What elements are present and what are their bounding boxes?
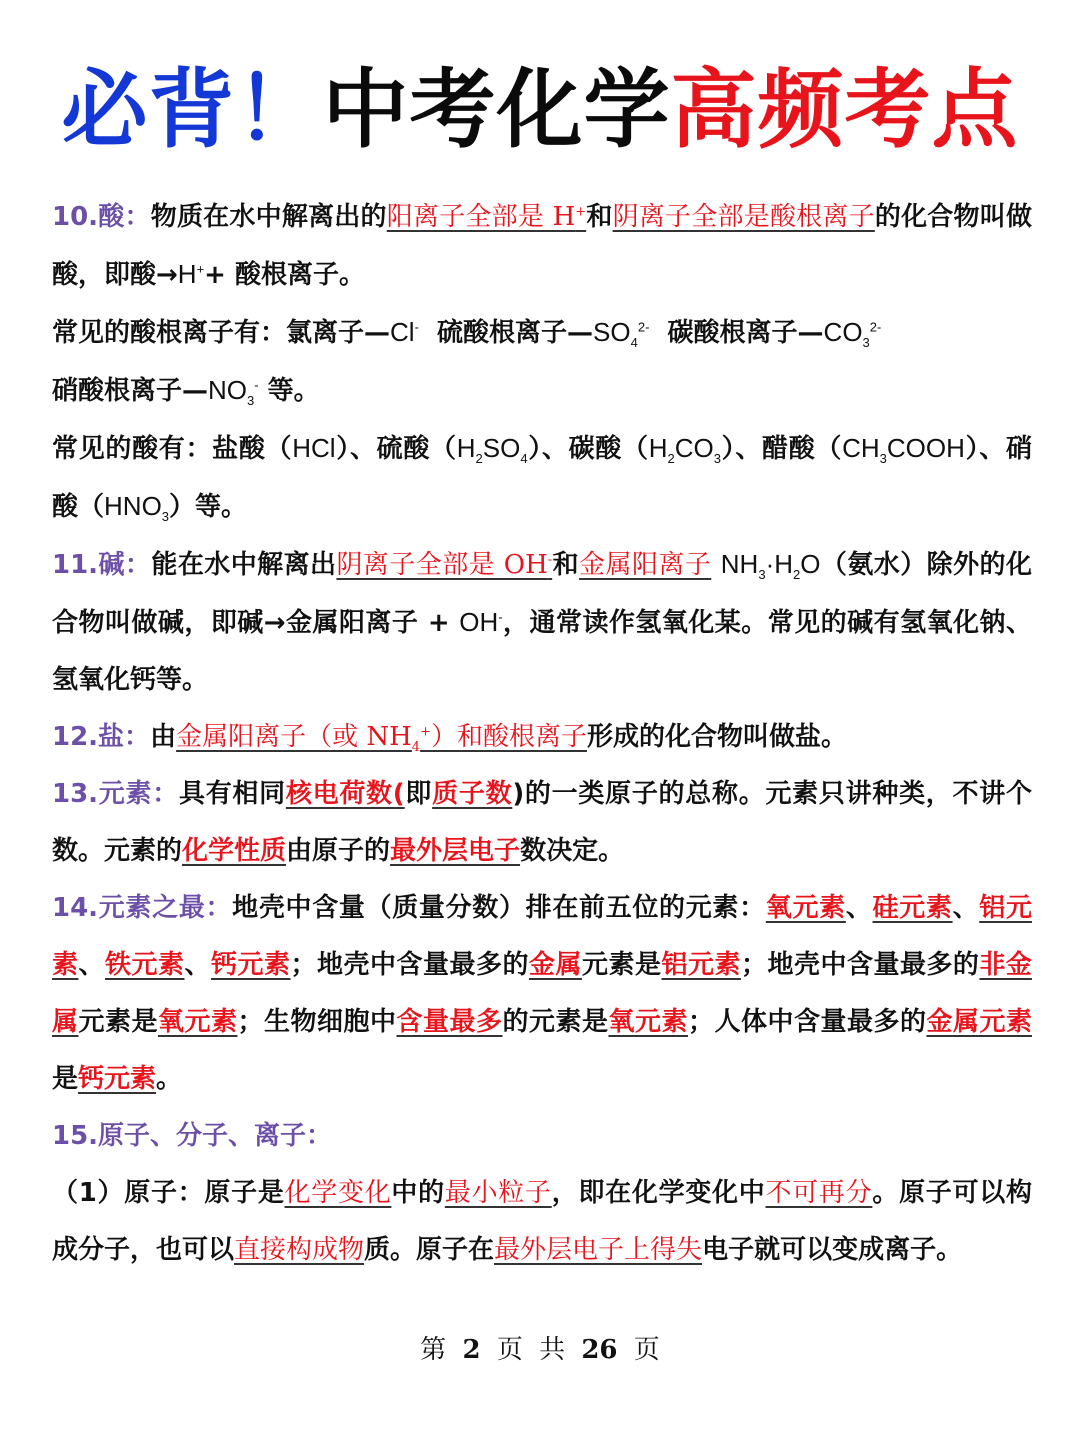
- highlight-text: 阳离子全部是 H: [386, 202, 576, 232]
- text: 硝酸根离子—: [52, 376, 209, 406]
- formula: [178, 259, 204, 289]
- subscript: 3: [247, 393, 255, 409]
- superscript: +: [420, 724, 431, 740]
- nitrate-line: [52, 362, 1032, 420]
- formula-text: Cl: [390, 317, 415, 347]
- section-13-element: [52, 766, 1032, 880]
- formula: [208, 375, 259, 409]
- text: 是: [52, 1064, 79, 1094]
- text: 的化合物叫做酸，即酸→: [52, 202, 1032, 290]
- text: ；人体中含量最多的: [687, 1007, 927, 1037]
- formula: [648, 433, 721, 467]
- superscript: -: [498, 609, 503, 625]
- highlight: 化学性质: [182, 836, 287, 866]
- formula: [104, 491, 170, 525]
- text: ）、醋酸（: [720, 434, 843, 464]
- highlight: 金属元素: [926, 1007, 1032, 1037]
- formula-text: SO: [482, 433, 521, 463]
- text: ；地壳中含量最多的: [290, 950, 529, 980]
- text: 、: [184, 950, 211, 980]
- highlight: 钙元素: [211, 950, 291, 980]
- text: 由原子的: [286, 836, 391, 866]
- formula-text: O: [800, 549, 821, 579]
- formula: [842, 433, 965, 467]
- highlight: 铁元素: [105, 950, 185, 980]
- highlight: 含量最多: [396, 1007, 503, 1037]
- text: ）、硫酸（: [335, 434, 457, 464]
- section-number: 12.盐：: [52, 722, 151, 752]
- highlight: [176, 722, 587, 756]
- formula-text: H: [456, 433, 476, 463]
- superscript: +: [196, 261, 205, 277]
- text: 的元素是: [502, 1007, 609, 1037]
- text: 。原子可以构成分子，也可以: [52, 1178, 1032, 1265]
- text: 质。原子在: [364, 1235, 495, 1265]
- superscript: -: [254, 377, 259, 393]
- formula-text: OH: [459, 607, 499, 637]
- text: 。: [156, 1064, 183, 1094]
- section-number: 13.元素：: [52, 779, 179, 809]
- subscript: 3: [862, 335, 870, 351]
- text: ；地壳中含量最多的: [740, 950, 980, 980]
- highlight: 最外层电子上得失: [494, 1235, 703, 1265]
- superscript: +: [575, 204, 587, 220]
- text: 地壳中含量（质量分数）排在前五位的元素：: [232, 893, 766, 923]
- text: ；生物细胞中: [237, 1007, 397, 1037]
- formula: [459, 607, 502, 637]
- highlight: 氧元素: [765, 893, 846, 923]
- text: ）等。: [169, 492, 248, 522]
- subscript: 2: [667, 451, 675, 467]
- formula-text: H: [648, 433, 668, 463]
- superscript: -: [414, 319, 419, 335]
- highlight: 非金属: [52, 950, 1032, 1037]
- highlight-text: 金属阳离子（或 NH: [176, 722, 412, 752]
- formula-text: CH: [842, 433, 880, 463]
- title-part-exam-chemistry: 中考化学: [322, 60, 671, 160]
- text: 元素是: [581, 950, 662, 980]
- highlight: 阴离子全部是酸根离子: [612, 202, 875, 232]
- highlight-text: 阴离子全部是 OH: [336, 550, 548, 580]
- formula-text: ·H: [765, 549, 794, 579]
- text: 硫酸根离子—: [437, 318, 594, 348]
- text: 具有相同: [178, 779, 286, 809]
- superscript: 2-: [869, 319, 882, 335]
- formula-text: CO: [823, 317, 863, 347]
- highlight: 直接构成物: [234, 1235, 365, 1265]
- section-12-salt: [52, 709, 1032, 766]
- text: 电子就可以变成离子。: [702, 1235, 963, 1265]
- section-number: 10.酸：: [52, 202, 151, 232]
- section-11-base: [52, 536, 1032, 709]
- title-part-high-frequency: 高频考点: [670, 60, 1019, 160]
- subscript: 2: [793, 567, 801, 583]
- highlight: 化学变化: [284, 1178, 392, 1208]
- highlight-text: ）和酸根离子: [430, 722, 587, 752]
- text: 形成的化合物叫做盐。: [586, 722, 847, 752]
- highlight: 最小粒子: [444, 1178, 552, 1208]
- formula-text: CO: [674, 433, 714, 463]
- formula-text: SO: [593, 317, 631, 347]
- text: 常见的酸有：盐酸（: [52, 434, 293, 464]
- formula: [720, 549, 821, 583]
- subscript: 3: [879, 451, 887, 467]
- formula-text: NO: [208, 375, 248, 405]
- text: 元素是: [78, 1007, 158, 1037]
- text: ，即在化学变化中: [551, 1178, 766, 1208]
- text: 由: [150, 722, 177, 752]
- highlight: 铝元素: [661, 950, 741, 980]
- text: ，通常读作氢氧化某。常见的碱有氢氧化钠、氢氧化钙等。: [52, 608, 1032, 695]
- highlight: 金属阳离子: [579, 550, 712, 580]
- formula-text: COOH: [886, 433, 965, 463]
- text: （氨水）除外的化合物叫做碱，即碱→金属阳离子 +: [52, 550, 1032, 638]
- text: ）、碳酸（: [527, 434, 649, 464]
- text: )的一类原子的总称。元素只讲种类，不讲个数。元素的: [52, 779, 1032, 866]
- section-number: 14.元素之最：: [52, 893, 233, 923]
- highlight: 硅元素: [872, 893, 953, 923]
- page-number: 2: [462, 1335, 481, 1365]
- superscript: -: [547, 552, 553, 568]
- text: 、: [78, 950, 105, 980]
- text: ）、硝酸（: [52, 434, 1032, 522]
- title-part-must-memorize: 必背！: [61, 60, 323, 160]
- footer-text: 页: [633, 1335, 660, 1365]
- document-body: [52, 189, 1032, 1279]
- highlight: [336, 550, 552, 580]
- subscript: 4: [630, 335, 638, 351]
- subscript: 4: [411, 740, 421, 756]
- highlight: 质子数: [432, 779, 513, 809]
- highlight: 核电荷数(: [285, 779, 405, 809]
- highlight: 氧元素: [608, 1007, 688, 1037]
- acid-radicals-line: [52, 304, 1032, 362]
- subscript: 2: [475, 451, 483, 467]
- page-footer: [0, 1330, 1080, 1370]
- footer-text: 页 共: [496, 1335, 566, 1365]
- text: 即: [404, 779, 433, 809]
- text: 、: [845, 893, 873, 923]
- highlight: 钙元素: [78, 1064, 157, 1094]
- section-15-heading: [52, 1108, 1032, 1165]
- subscript: 3: [713, 451, 721, 467]
- subscript: 4: [520, 451, 528, 467]
- page-title: [0, 50, 1080, 170]
- highlight: 不可再分: [765, 1178, 873, 1208]
- subscript: 3: [758, 567, 766, 583]
- highlight: 铝元素: [52, 893, 1032, 980]
- formula-text: HNO: [104, 491, 162, 521]
- section-number: 15.原子、分子、离子：: [52, 1121, 333, 1151]
- text: + 酸根离子。: [204, 260, 366, 290]
- formula: [593, 317, 650, 351]
- common-acids-line: [52, 420, 1032, 536]
- text: 碳酸根离子—: [667, 318, 824, 348]
- formula: [390, 317, 419, 347]
- highlight: 金属: [528, 950, 582, 980]
- text: 中的: [391, 1178, 445, 1208]
- footer-text: 第: [420, 1335, 447, 1365]
- highlight: [387, 202, 586, 232]
- formula: [456, 433, 528, 467]
- highlight: 氧元素: [158, 1007, 238, 1037]
- formula: HCl: [292, 433, 336, 463]
- subscript: 3: [161, 509, 170, 525]
- section-10-acid: [52, 189, 1032, 304]
- text: 和: [552, 550, 580, 580]
- formula-text: H: [177, 259, 197, 289]
- text: （1）原子：原子是: [52, 1178, 285, 1208]
- superscript: 2-: [637, 319, 650, 335]
- text: 和: [586, 202, 613, 232]
- text: 物质在水中解离出的: [150, 202, 387, 232]
- formula: [823, 317, 882, 351]
- text: 、: [952, 893, 980, 923]
- page-total: 26: [581, 1335, 618, 1365]
- text: 数决定。: [520, 836, 625, 866]
- text: 等。: [267, 376, 320, 406]
- section-14-element-extremes: [52, 880, 1032, 1108]
- text: 常见的酸根离子有：氯离子—: [52, 318, 391, 348]
- section-number: 11.碱：: [52, 550, 152, 580]
- formula-text: NH: [720, 549, 759, 579]
- highlight: 最外层电子: [390, 836, 521, 866]
- section-15-atom: [52, 1165, 1032, 1279]
- text: 能在水中解离出: [151, 550, 337, 580]
